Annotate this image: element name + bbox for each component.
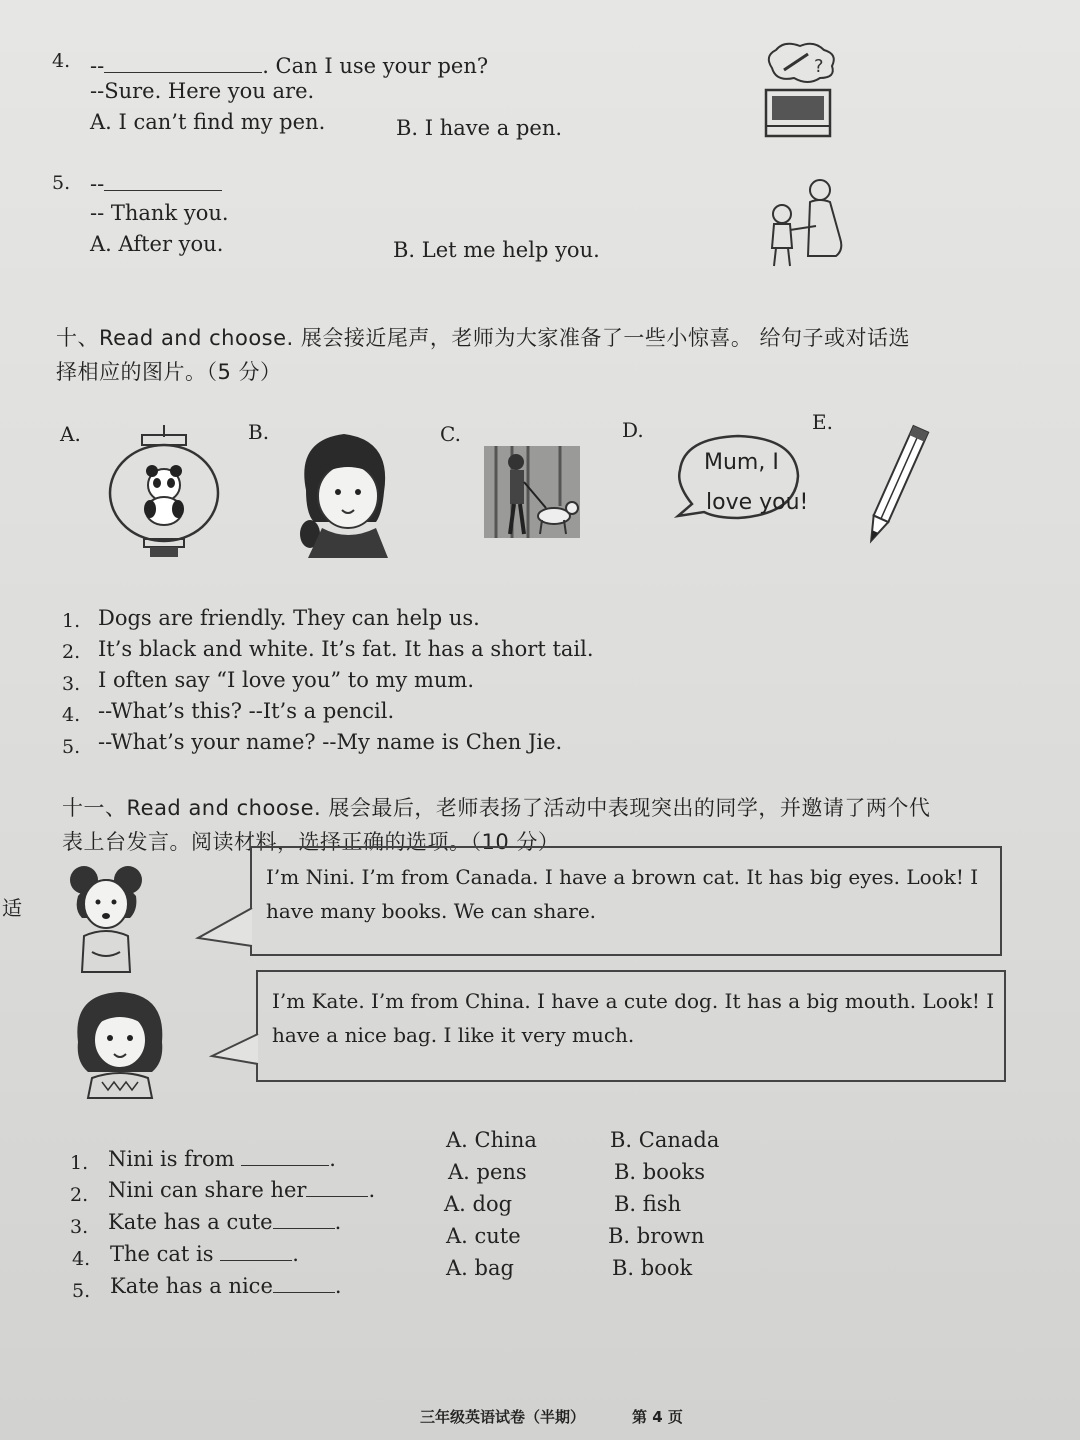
footer-page-number: 第 4 页 bbox=[632, 1408, 683, 1426]
picture-b-label: B. bbox=[248, 420, 270, 444]
svg-text:?: ? bbox=[814, 56, 824, 77]
s11-q3-option-a: A. dog bbox=[444, 1192, 513, 1216]
s10-item2-text: It’s black and white. It’s fat. It has a short tail. bbox=[98, 637, 594, 661]
q4-option-a: A. I can’t find my pen. bbox=[90, 110, 326, 134]
bubble-text-line1: Mum, I bbox=[704, 450, 779, 475]
s10-item4-number: 4. bbox=[62, 704, 81, 726]
s11-q3-option-b: B. fish bbox=[614, 1192, 682, 1216]
nini-avatar bbox=[64, 860, 150, 980]
s11-q2-text: Nini can share her . bbox=[108, 1178, 376, 1202]
q5-number: 5. bbox=[52, 172, 71, 194]
s11-q1-option-b: B. Canada bbox=[610, 1128, 720, 1152]
dog-walker-icon bbox=[484, 446, 582, 538]
q4-answer-blank[interactable] bbox=[104, 72, 262, 73]
s11-q2-option-b: B. books bbox=[614, 1160, 706, 1184]
margin-character: 适 bbox=[2, 896, 22, 920]
s10-item1-text: Dogs are friendly. They can help us. bbox=[98, 606, 480, 630]
s10-item2-number: 2. bbox=[62, 641, 81, 663]
s11-q1-number: 1. bbox=[70, 1152, 89, 1174]
s11-q3-text: Kate has a cute . bbox=[108, 1210, 342, 1234]
footer-title: 三年级英语试卷（半期） bbox=[420, 1408, 586, 1426]
q4-option-b: B. I have a pen. bbox=[396, 116, 563, 140]
s11-q4-text: The cat is . bbox=[110, 1242, 299, 1266]
kate-speech-line1: I’m Kate. I’m from China. I have a cute dog. It has a big mouth. Look! I bbox=[272, 989, 995, 1013]
s11-q5-option-b: B. book bbox=[612, 1256, 693, 1280]
s11-q5-option-a: A. bag bbox=[446, 1256, 514, 1280]
s11-q5-text: Kate has a nice . bbox=[110, 1274, 342, 1298]
s11-q4-option-a: A. cute bbox=[446, 1224, 521, 1248]
s10-item5-text: --What’s your name? --My name is Chen Jie. bbox=[98, 730, 563, 754]
helping-people-icon bbox=[764, 178, 856, 268]
q4-reply: --Sure. Here you are. bbox=[90, 79, 315, 103]
s10-item1-number: 1. bbox=[62, 610, 81, 632]
picture-e-label: E. bbox=[812, 410, 833, 434]
q5-option-a: A. After you. bbox=[90, 232, 224, 256]
picture-a-label: A. bbox=[60, 422, 81, 446]
q5-answer-blank[interactable] bbox=[104, 190, 222, 191]
s11-q2-blank[interactable] bbox=[306, 1196, 368, 1197]
s10-item3-text: I often say “I love you” to my mum. bbox=[98, 668, 475, 692]
kate-speech-box bbox=[256, 970, 1006, 1082]
s10-item5-number: 5. bbox=[62, 736, 81, 758]
kate-speech-line2: have a nice bag. I like it very much. bbox=[272, 1023, 635, 1047]
girl-portrait-icon bbox=[296, 430, 392, 558]
section10-heading-line1: 十、Read and choose. 展会接近尾声，老师为大家准备了一些小惊喜。 给句子或对话选 bbox=[56, 326, 911, 350]
s11-q2-number: 2. bbox=[70, 1184, 89, 1206]
s11-q5-blank[interactable] bbox=[273, 1292, 335, 1293]
section10-heading-line2: 择相应的图片。（5 分） bbox=[56, 360, 282, 384]
s11-q1-option-a: A. China bbox=[446, 1128, 537, 1152]
picture-d-label: D. bbox=[622, 418, 644, 442]
q4-number: 4. bbox=[52, 50, 71, 72]
q5-reply: -- Thank you. bbox=[90, 201, 229, 225]
s10-item3-number: 3. bbox=[62, 673, 81, 695]
section11-heading-line2: 表上台发言。阅读材料，选择正确的选项。（10 分） bbox=[62, 830, 560, 854]
s11-q5-number: 5. bbox=[72, 1280, 91, 1302]
nini-speech-line1: I’m Nini. I’m from Canada. I have a brown cat. It has big eyes. Look! I bbox=[266, 865, 979, 889]
nini-speech-box bbox=[250, 846, 1002, 956]
s11-q4-number: 4. bbox=[72, 1248, 91, 1270]
picture-c-label: C. bbox=[440, 422, 461, 446]
kate-avatar bbox=[72, 990, 168, 1100]
nini-speech-pointer bbox=[196, 900, 256, 950]
s11-q4-option-b: B. brown bbox=[608, 1224, 705, 1248]
s11-q3-blank[interactable] bbox=[273, 1228, 335, 1229]
q4-prompt: -- . Can I use your pen? bbox=[90, 54, 489, 78]
s10-item4-text: --What’s this? --It’s a pencil. bbox=[98, 699, 395, 723]
nini-speech-line2: have many books. We can share. bbox=[266, 899, 597, 923]
s11-q4-blank[interactable] bbox=[220, 1260, 292, 1261]
section11-heading-line1: 十一、Read and choose. 展会最后，老师表扬了活动中表现突出的同学，并邀请了两个代 bbox=[62, 796, 931, 820]
s11-q1-text: Nini is from . bbox=[108, 1147, 336, 1171]
q5-option-b: B. Let me help you. bbox=[393, 238, 600, 262]
kate-speech-pointer bbox=[210, 1028, 262, 1068]
s11-q1-blank[interactable] bbox=[241, 1165, 329, 1166]
bubble-text-line2: love you! bbox=[706, 490, 809, 515]
q5-prompt: -- bbox=[90, 172, 222, 196]
panda-lantern-icon bbox=[106, 425, 222, 557]
pencil-icon bbox=[860, 420, 932, 550]
s11-q2-option-a: A. pens bbox=[448, 1160, 527, 1184]
s11-q3-number: 3. bbox=[70, 1216, 89, 1238]
thinking-pen-icon bbox=[762, 40, 842, 140]
